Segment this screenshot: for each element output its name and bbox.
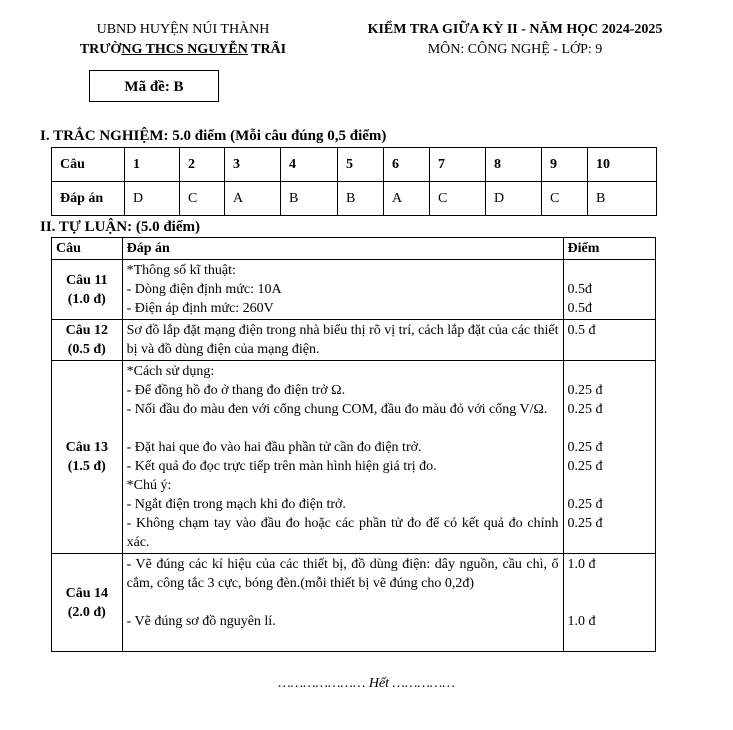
essay-table [51, 237, 656, 652]
answer-text: *Cách sử dụng: - Để đồng hồ đo ở thang đo điện trở Ω. - Nối đầu đo màu đen với cổng chung COM, đầu đo màu đỏ với cổng V/Ω. - Đặt hai que đo vào hai đầu phần tử cần đo điện trở. - Kết quả đo đọc trực tiếp trên màn hình hiện giá trị đo. *Chú ý: - Ngắt điện trong mạch khi đo điện trở. - Không chạm tay vào đầu đo hoặc các phần tử đo để có kết quả đo chính xác. [122, 361, 563, 554]
answer-cell: C [430, 182, 486, 216]
answer-cell: D [125, 182, 180, 216]
col-header-question: Câu [52, 238, 123, 260]
exam-header [330, 20, 700, 60]
multiple-choice-table [51, 147, 657, 216]
col-header-answer: Đáp án [122, 238, 563, 260]
points-cell: 0.25 đ 0.25 đ 0.25 đ 0.25 đ 0.25 đ 0.25 đ [563, 361, 655, 554]
answer-cell: A [225, 182, 281, 216]
essay-row-11 [52, 260, 656, 320]
answer-cell: B [588, 182, 657, 216]
question-label: Câu 13 (1.5 đ) [52, 361, 123, 554]
row-label-answer: Đáp án [52, 182, 125, 216]
subject-line: MÔN: CÔNG NGHỆ - LỚP: 9 [427, 42, 603, 57]
question-label: Câu 12 (0.5 đ) [52, 320, 123, 361]
essay-row-13 [52, 361, 656, 554]
question-number: 10 [588, 148, 657, 182]
school-name: TRƯỜNG THCS NGUYỄN TRÃI [79, 42, 287, 57]
question-number: 8 [486, 148, 542, 182]
answer-cell: B [281, 182, 338, 216]
district-name: UBND HUYỆN NÚI THÀNH [96, 22, 270, 37]
question-number: 5 [338, 148, 384, 182]
essay-header-row [52, 238, 656, 260]
answer-text: *Thông số kĩ thuật: - Dòng điện định mức: 10A - Điện áp định mức: 260V [122, 260, 563, 320]
answer-cell: C [180, 182, 225, 216]
points-cell: 0.5đ 0.5đ [563, 260, 655, 320]
section-1-title: I. TRẮC NGHIỆM: 5.0 điểm (Mỗi câu đúng 0,5 điểm) [40, 128, 387, 144]
answer-text: - Vẽ đúng các kí hiệu của các thiết bị, đồ dùng điện: dây nguồn, cầu chì, ổ cắm, công tắc 3 cực, bóng đèn.(mỗi thiết bị vẽ đúng cho 0,2đ) - Vẽ đúng sơ đồ nguyên lí. [122, 554, 563, 652]
points-cell: 0.5 đ [563, 320, 655, 361]
col-header-points: Điểm [563, 238, 655, 260]
answer-text: Sơ đồ lắp đặt mạng điện trong nhà biểu thị rõ vị trí, cách lắp đặt của các thiết bị và đồ dùng điện của mạng điện. [122, 320, 563, 361]
question-number: 2 [180, 148, 225, 182]
question-number: 6 [384, 148, 430, 182]
answer-cell: D [486, 182, 542, 216]
question-number-row [52, 148, 657, 182]
question-number: 4 [281, 148, 338, 182]
question-number: 9 [542, 148, 588, 182]
essay-row-12 [52, 320, 656, 361]
answer-cell: C [542, 182, 588, 216]
question-label: Câu 14 (2.0 đ) [52, 554, 123, 652]
essay-row-14 [52, 554, 656, 652]
school-header [58, 20, 308, 60]
row-label-question: Câu [52, 148, 125, 182]
question-number: 1 [125, 148, 180, 182]
section-2-title: II. TỰ LUẬN: (5.0 điểm) [40, 219, 200, 235]
answer-row [52, 182, 657, 216]
answer-cell: B [338, 182, 384, 216]
exam-code-box: Mã đề: B [89, 70, 219, 102]
answer-cell: A [384, 182, 430, 216]
end-marker: ………………… Hết …………… [278, 676, 455, 691]
question-label: Câu 11 (1.0 đ) [52, 260, 123, 320]
question-number: 7 [430, 148, 486, 182]
points-cell: 1.0 đ 1.0 đ [563, 554, 655, 652]
question-number: 3 [225, 148, 281, 182]
exam-title: KIỂM TRA GIỮA KỲ II - NĂM HỌC 2024-2025 [367, 22, 663, 37]
